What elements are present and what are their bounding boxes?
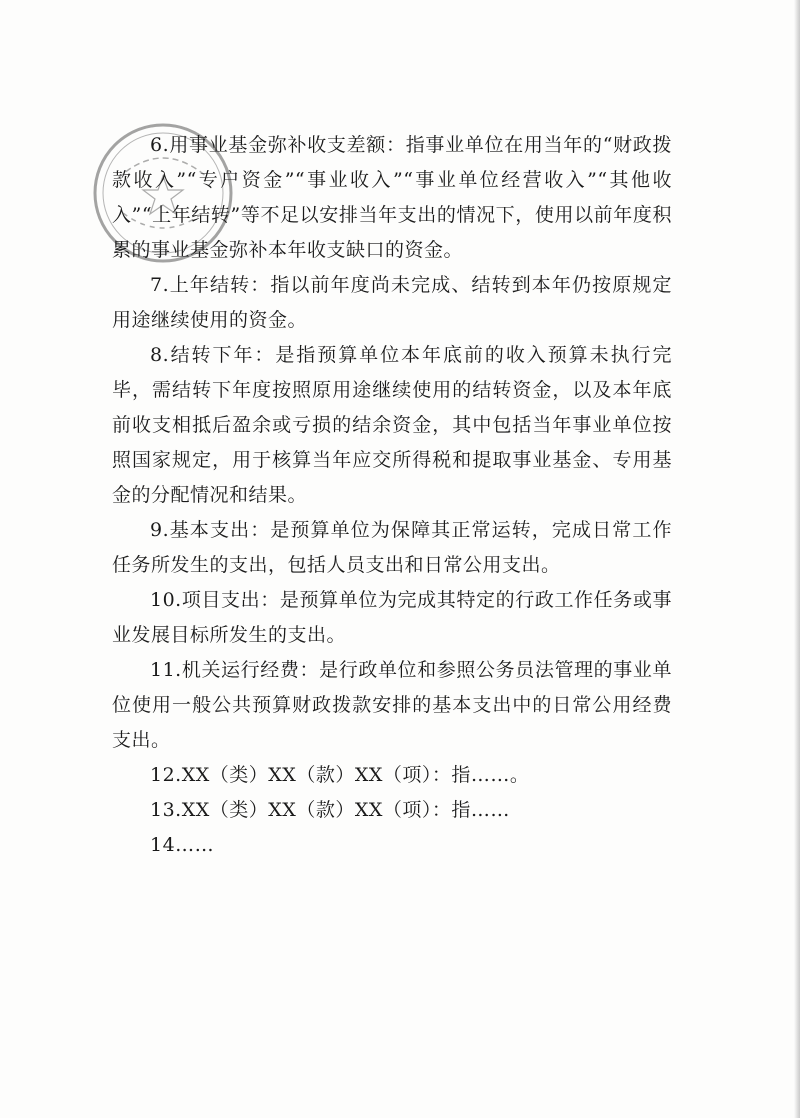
page-edge-shadow	[794, 0, 800, 1118]
paragraph-10: 10.项目支出：是预算单位为完成其特定的行政工作任务或事业发展目标所发生的支出。	[112, 589, 672, 646]
paragraph-13: 13.XX（类）XX（款）XX（项）：指……	[150, 799, 510, 821]
paragraph-7: 7.上年结转：指以前年度尚未完成、结转到本年仍按原规定用途继续使用的资金。	[112, 274, 672, 331]
paragraph-6: 6.用事业基金弥补收支差额：指事业单位在用当年的“财政拨款收入”“专户资金”“事业收入”“事业单位经营收入”“其他收入”“上年结转”等不足以安排当年支出的情况下，使用以前年度积累的事业基金弥补本年收支缺口的资金。	[112, 134, 672, 261]
document-body	[112, 128, 672, 863]
paragraph-9: 9.基本支出：是预算单位为保障其正常运转，完成日常工作任务所发生的支出，包括人员支出和日常公用支出。	[112, 519, 672, 576]
paragraph-12: 12.XX（类）XX（款）XX（项）：指……。	[150, 764, 530, 786]
paragraph-11: 11.机关运行经费：是行政单位和参照公务员法管理的事业单位使用一般公共预算财政拨款安排的基本支出中的日常公用经费支出。	[112, 659, 672, 751]
paragraph-14: 14……	[150, 834, 215, 856]
paragraph-8: 8.结转下年：是指预算单位本年底前的收入预算未执行完毕，需结转下年度按照原用途继续使用的结转资金，以及本年底前收支相抵后盈余或亏损的结余资金，其中包括当年事业单位按照国家规定，用于核算当年应交所得税和提取事业基金、专用基金的分配情况和结果。	[112, 344, 672, 506]
